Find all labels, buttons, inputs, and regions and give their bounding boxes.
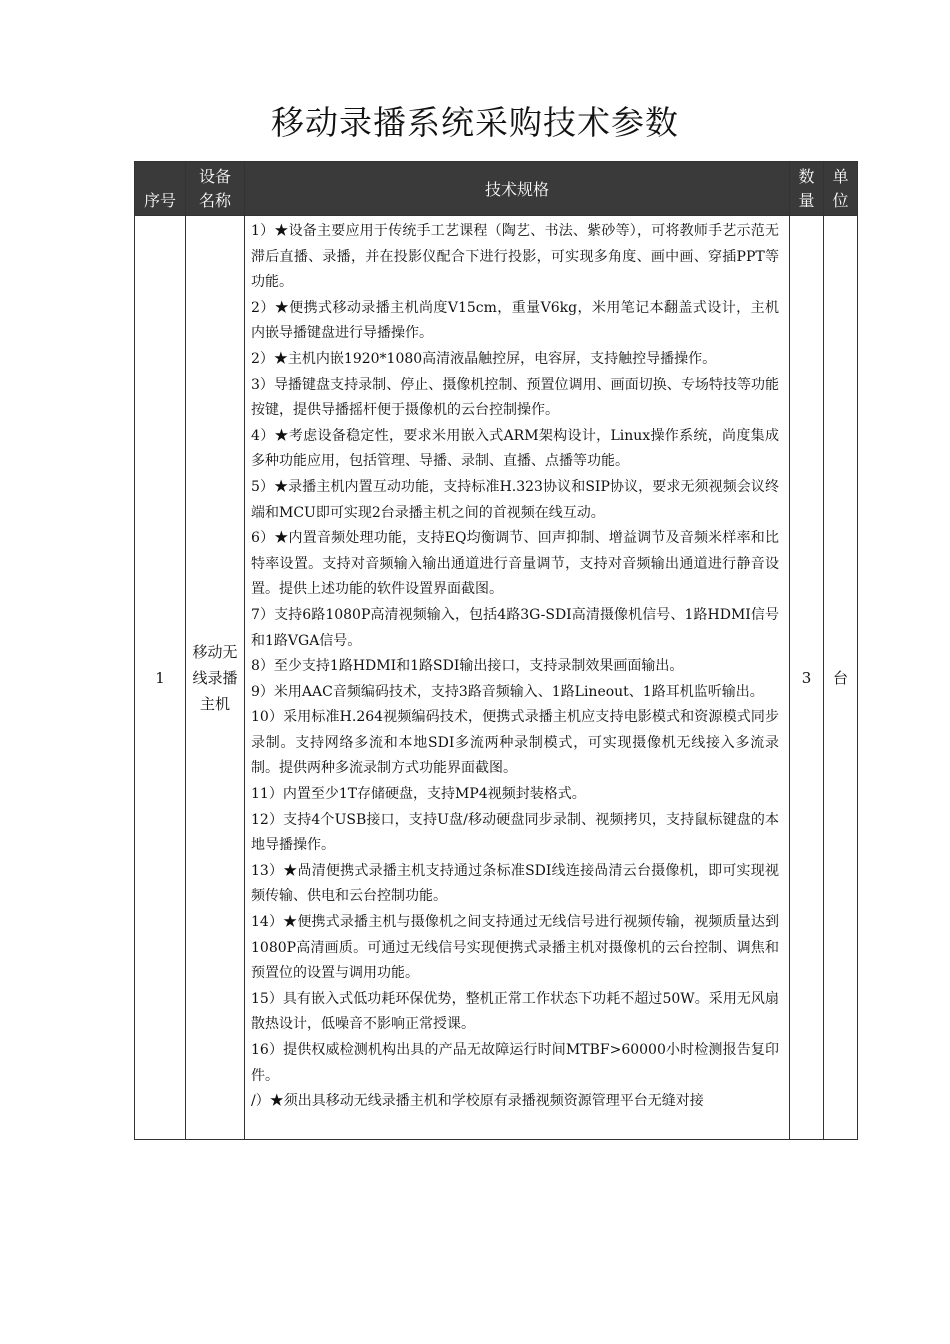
spec-item: 9）米用AAC音频编码技术，支持3路音频输入、1路Lineout、1路耳机监听输出。 [251, 683, 764, 700]
spec-item: 1）★设备主要应用于传统手工艺课程（陶艺、书法、紫砂等），可将教师手艺示范无滞后直播、录播，并在投影仪配合下进行投影，可实现多角度、画中画、穿插PPT等功能。 [251, 223, 779, 291]
spec-item: 10）采用标准H.264视频编码技术，便携式录播主机应支持电影模式和资源模式同步录制。支持网络多流和本地SDI多流两种录制模式，可实现摄像机无线接入多流录制。提供两种多流录制方式功能界面截图。 [251, 709, 779, 777]
header-unit [824, 162, 858, 216]
spec-item: 12）支持4个USB接口，支持U盘/移动硬盘同步录制、视频拷贝，支持鼠标键盘的本地导播操作。 [251, 811, 779, 854]
spec-table [134, 161, 858, 1140]
header-qty-line: 量 [798, 191, 815, 210]
spec-item: 5）★录播主机内置互动功能，支持标准H.323协议和SIP协议，要求无须视频会议终端和MCU即可实现2台录播主机之间的首视频在线互动。 [251, 478, 779, 521]
cell-device-name [186, 216, 245, 1140]
spec-item: 2）★便携式移动录播主机尚度V15cm，重量V6kg，米用笔记本翻盖式设计，主机内嵌导播键盘进行导播操作。 [251, 299, 779, 342]
spec-item: 11）内置至少1T存储硬盘，支持MP4视频封装格式。 [251, 786, 586, 803]
spec-item: 7）支持6路1080P高清视频输入，包括4路3G-SDI高清摄像机信号、1路HDMI信号和1路VGA信号。 [251, 606, 779, 649]
spec-item: 13）★咼清便携式录播主机支持通过条标准SDI线连接咼清云台摄像机，即可实现视频传输、供电和云台控制功能。 [251, 862, 779, 905]
header-spec: 技术规格 [245, 162, 790, 216]
device-name-line: 线录播 [192, 668, 238, 687]
cell-spec [245, 216, 790, 1140]
header-unit-line: 单 [832, 167, 849, 186]
spec-item: /）★须出具移动无线录播主机和学校原有录播视频资源管理平台无缝对接 [251, 1093, 704, 1110]
page-title: 移动录播系统采购技术参数 [271, 103, 679, 142]
cell-unit: 台 [824, 216, 858, 1140]
spec-item: 4）★考虑设备稳定性，要求米用嵌入式ARM架构设计，Linux操作系统，尚度集成多种功能应用，包括管理、导播、录制、直播、点播等功能。 [251, 427, 779, 470]
header-no: 序号 [135, 162, 186, 216]
spec-item: 16）提供权威检测机构出具的产品无故障运行时间MTBF>60000小时检测报告复印件。 [251, 1042, 779, 1084]
spec-item: 3）导播键盘支持录制、停止、摄像机控制、预置位调用、画面切换、专场特技等功能按键，提供导播摇杆便于摄像机的云台控制操作。 [251, 376, 779, 419]
cell-qty: 3 [790, 216, 824, 1140]
device-name-line: 移动无 [192, 642, 238, 661]
spec-item: 15）具有嵌入式低功耗环保优势，整机正常工作状态下功耗不超过50W。采用无风扇散热设计，低噪音不影响正常授课。 [251, 990, 779, 1033]
header-device-name-line: 设备 [198, 167, 231, 186]
header-unit-line: 位 [832, 191, 849, 210]
spec-item: 2）★主机内嵌1920*1080高清液晶触控屏，电容屏，支持触控导播操作。 [251, 350, 717, 367]
table-header-row [135, 162, 858, 216]
header-device-name [186, 162, 245, 216]
device-name-line: 主机 [199, 694, 230, 713]
header-qty-line: 数 [798, 167, 815, 186]
cell-no: 1 [135, 216, 186, 1140]
header-qty [790, 162, 824, 216]
spec-item: 14）★便携式录播主机与摄像机之间支持通过无线信号进行视频传输，视频质量达到1080P高清画质。可通过无线信号实现便携式录播主机对摄像机的云台控制、调焦和预置位的设置与调用功能。 [251, 914, 779, 982]
table-row [135, 216, 858, 1140]
spec-item: 6）★内置音频处理功能，支持EQ均衡调节、回声抑制、增益调节及音频米样率和比特率设置。支持对音频输入输出通道进行音量调节，支持对音频输出通道进行静音设置。提供上述功能的软件设置界面截图。 [251, 530, 779, 598]
spec-item: 8）至少支持1路HDMI和1路SDI输出接口，支持录制效果画面输出。 [251, 658, 684, 675]
header-device-name-line: 名称 [198, 191, 231, 210]
